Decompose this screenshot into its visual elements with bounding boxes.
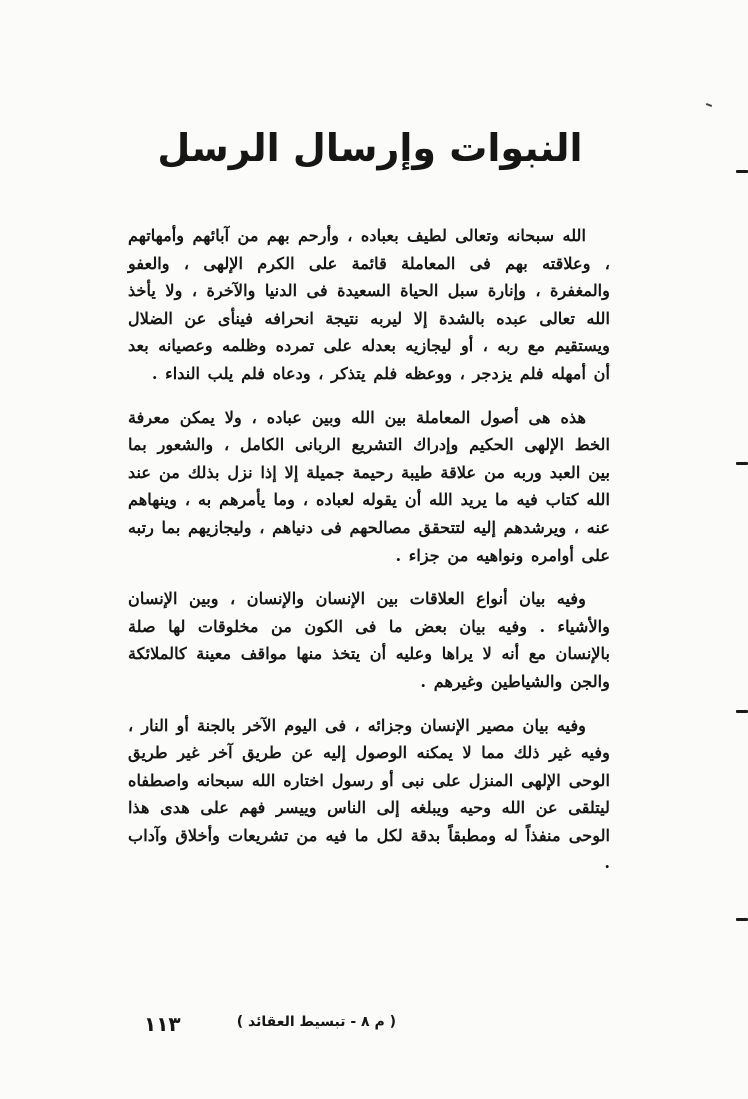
page-footer [140,1012,610,1042]
paragraph-text: الله سبحانه وتعالى لطيف بعباده ، وأرحم بهم من آبائهم وأمهاتهم ، وعلاقته بهم فى المعاملة قائمة على الكرم الإلهى ، والعفو والمغفرة ، وإنارة سبل الحياة السعيدة فى الدنيا والآخرة ، ولا يأخذ الله تعالى عبده بالشدة إلا ليربه نتيجة انحرافه فينأى عن الضلال ويستقيم مع ربه ، أو ليجازيه بعدله على تمرده وظلمه وعصيانه بعد أن أمهله فلم يزدجر ، ووعظه فلم يتذكر ، ودعاه فلم يلب النداء . [128,226,610,383]
paragraph-3 [128,585,610,695]
paragraph-text: هذه هى أصول المعاملة بين الله وبين عباده ، ولا يمكن معرفة الخط الإلهى الحكيم وإدراك التشريع الربانى الكامل ، والشعور بما بين العبد وربه من علاقة طيبة رحيمة جميلة إلا إذا نزل بذلك من عند الله كتاب فيه ما يريد الله أن يقوله لعباده ، وما يأمرهم به ، وينهاهم عنه ، ويرشدهم إليه لتتحقق مصالحهم فى دنياهم ، وليجازيهم بما رتبه على أوامره ونواهيه من جزاء . [128,407,610,565]
paragraph-2 [128,404,610,570]
paragraph-4 [128,712,610,878]
body-text [128,222,610,877]
paragraph-text: وفيه بيان مصير الإنسان وجزائه ، فى اليوم الآخر بالجنة أو النار ، وفيه غير ذلك مما لا يمكنه الوصول إليه عن طريق آخر غير طريق الوحى الإلهى المنزل على نبى أو رسول اختاره الله سبحانه واصطفاه ليتلقى عن الله وحيه ويبلغه إلى الناس وييسر فهم على هدى هذا الوحى منفذاً له ومطبقاً بدقة لكل ما فيه من تشريعات وأخلاق وآداب . [128,715,610,873]
edge-mark [736,170,748,173]
edge-mark [736,710,748,713]
paragraph-text: وفيه بيان أنواع العلاقات بين الإنسان والإنسان ، وبين الإنسان والأشياء . وفيه بيان بعض ما فى الكون من مخلوقات لها صلة بالإنسان مع أنه لا يراها وعليه أن يتخذ منها مواقف معينة كالملائكة والجن والشياطين وغيرهم . [128,589,610,691]
scan-speck [706,103,712,107]
edge-mark [736,462,748,465]
page-title: النبوات وإرسال الرسل [157,126,583,170]
paragraph-1 [128,222,610,388]
edge-mark [736,918,748,921]
page-number: ١١٣ [144,1012,181,1036]
footer-signature-label: ( م ٨ - تبسيط العقائد ) [236,1014,396,1030]
